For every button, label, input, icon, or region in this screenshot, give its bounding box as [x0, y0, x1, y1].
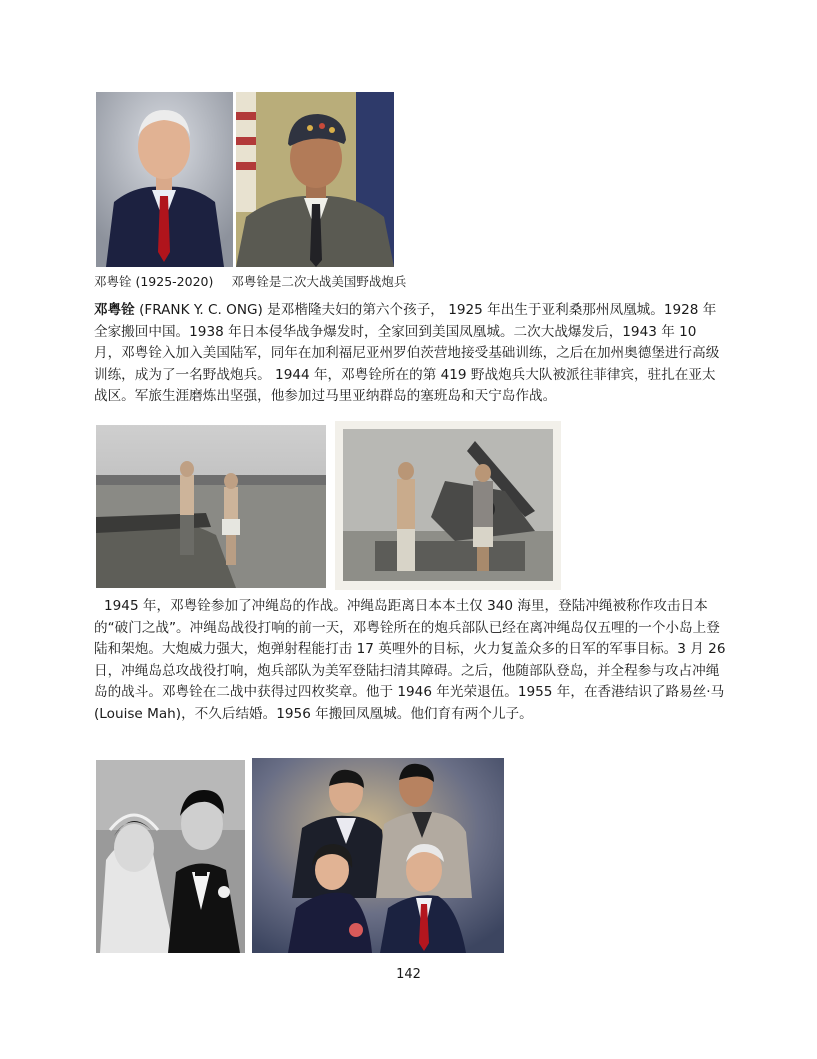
photo-captions [94, 272, 406, 290]
page-number: 142 [396, 967, 421, 982]
veteran-photo [236, 92, 394, 267]
soldiers-field-photo [96, 425, 326, 588]
biography-text: (FRANK Y. C. ONG) 是邓楷隆夫妇的第六个孩子， 1925 年出生于亚利桑那州凤凰城。1928 年全家搬回中国。1938 年日本侵华战争爆发时，全家回到美国凤凰城。二次大战爆发后，1943 年 10 月，邓粤铨入加入美国陆军，同年在加利福尼亚州罗伯茨营地接受基础训练，之后在加州奥德堡进行高级训练，成为了一名野战炮兵。 1944 年，邓粤铨所在的第 419 野战炮兵大队被派往菲律宾，驻扎在亚太战区。军旅生涯磨炼出坚强，他参加过马里亚纳群岛的塞班岛和天宁岛作战。 [94, 302, 720, 404]
family-photo [252, 758, 504, 953]
veteran-caption: 邓粤铨是二次大战美国野战炮兵 [231, 274, 407, 289]
biography-paragraph [94, 300, 726, 408]
war-service-paragraph: 1945 年，邓粤铨参加了冲绳岛的作战。冲绳岛距离日本本土仅 340 海里，登陆冲绳被称作攻击日本的“破门之战”。冲绳岛战役打响的前一天，邓粤铨所在的炮兵部队已经在离冲绳岛仅五哩的一个小岛上登陆和架炮。大炮威力强大，炮弹射程能打击 17 英哩外的目标，火力复盖众多的日军的军事目标。3 月 26 日，冲绳岛总攻战役打响，炮兵部队为美军登陆扫清其障碍。之后，他随部队登岛，并全程参与攻占冲绳岛的战斗。邓粤铨在二战中获得过四枚奖章。他于 1946 年光荣退伍。1955 年，在香港结识了路易丝·马 (Louise Mah)，不久后结婚。1956 年搬回凤凰城。他们育有两个儿子。 [94, 598, 726, 722]
wedding-photo [96, 760, 245, 953]
soldiers-airplane-photo [335, 421, 561, 590]
portrait-photo [96, 92, 233, 267]
subject-name: 邓粤铨 [94, 302, 135, 318]
portrait-caption: 邓粤铨 (1925-2020) [94, 274, 214, 289]
